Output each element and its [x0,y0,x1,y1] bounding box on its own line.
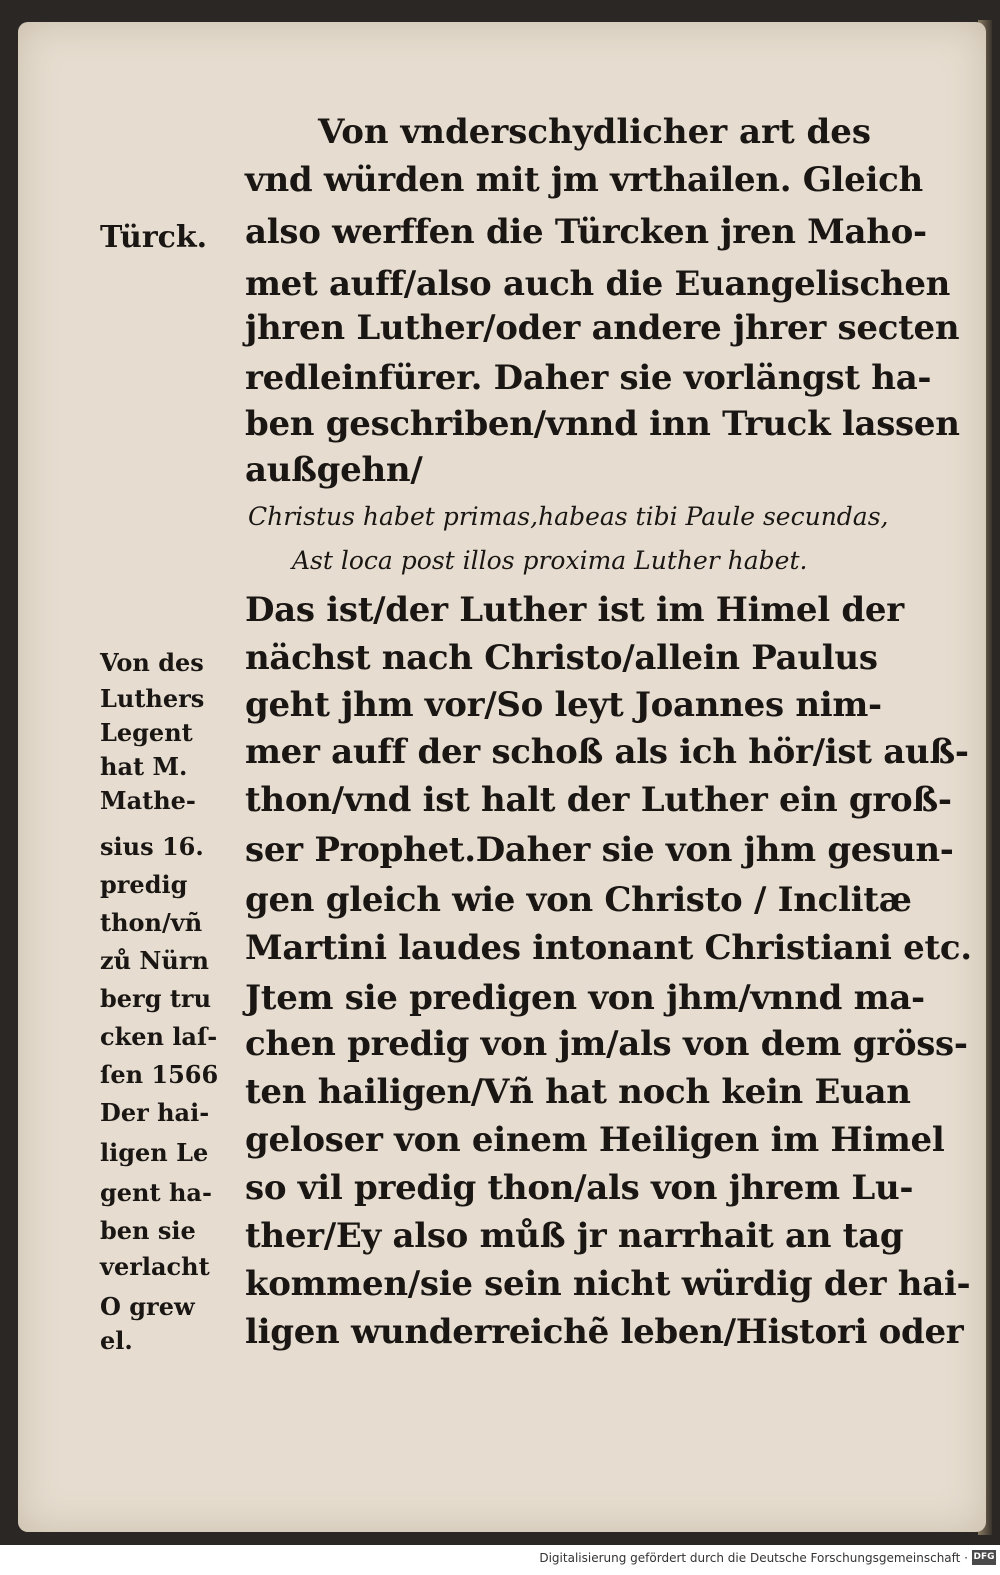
dfg-logo: DFG [972,1550,996,1565]
latin-verse-line: Ast loca post illos proxima Luther habet. [292,546,808,575]
margin-note: el. [100,1326,133,1355]
text-line: gen gleich wie von Christo / Inclitæ [245,880,912,920]
margin-note: ligen Le [100,1138,209,1167]
text-line: redleinfürer. Daher sie vorlängst ha- [245,358,932,398]
text-line: geloser von einem Heiligen im Himel [245,1120,945,1160]
text-line: nächst nach Christo/allein Paulus [245,638,878,678]
text-line: jhren Luther/oder andere jhrer secten [245,308,960,348]
margin-note: Türck. [100,220,208,255]
margin-note: ben sie [100,1216,196,1245]
text-line: ser Prophet.Daher sie von jhm gesun- [245,830,954,870]
text-line: vnd würden mit jm vrthailen. Gleich [245,160,923,200]
text-line: außgehn/ [245,450,423,490]
funding-credit: Digitalisierung gefördert durch die Deutsche Forschungsgemeinschaft · [539,1551,968,1565]
margin-note: predig [100,870,188,899]
margin-note: zů Nürn [100,946,209,975]
text-line: chen predig von jm/als von dem gröss- [245,1024,968,1064]
margin-note: Luthers [100,684,205,713]
text-line: geht jhm vor/So leyt Joannes nim- [245,685,882,725]
margin-note: Mathe- [100,786,196,815]
text-line: ligen wunderreichẽ leben/Histori oder [245,1312,964,1352]
latin-verse-line: Christus habet primas,habeas tibi Paule secundas, [248,502,889,531]
margin-note: gent ha- [100,1178,212,1207]
margin-note: cken laſ- [100,1022,218,1051]
text-line: ben geschriben/vnnd inn Truck lassen [245,404,960,444]
text-line: ther/Ey also můß jr narrhait an tag [245,1216,904,1256]
text-line: Martini laudes intonant Christiani etc. [245,928,972,968]
text-line: thon/vnd ist halt der Luther ein groß- [245,780,952,820]
margin-note: verlacht [100,1252,210,1281]
margin-note: thon/vñ [100,908,203,937]
text-line: also werffen die Türcken jren Maho- [245,212,927,252]
text-line: kommen/sie sein nicht würdig der hai- [245,1264,971,1304]
text-line: mer auff der schoß als ich hör/ist auß- [245,732,969,772]
text-line: Jtem sie predigen von jhm/vnnd ma- [245,978,925,1018]
margin-note: hat M. [100,752,188,781]
text-line: ten hailigen/Vñ hat noch kein Euan [245,1072,911,1112]
margin-note: ſen 1566 [100,1060,219,1089]
text-line: Das ist/der Luther ist im Himel der [245,590,904,630]
margin-note: Legent [100,718,193,747]
margin-note: O grew [100,1292,195,1321]
margin-note: sius 16. [100,832,204,861]
margin-note: Der hai- [100,1098,210,1127]
running-header: Von vnderschydlicher art des [318,112,872,152]
margin-note: berg tru [100,984,212,1013]
text-line: so vil predig thon/als von jhrem Lu- [245,1168,914,1208]
margin-note: Von des [100,648,204,677]
text-line: met auff/also auch die Euangelischen [245,264,951,304]
